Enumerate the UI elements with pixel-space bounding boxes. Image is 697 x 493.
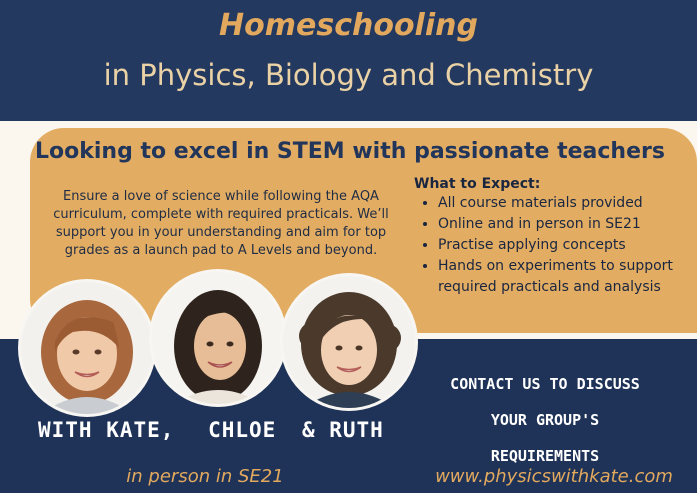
- website-link[interactable]: www.physicswithkate.com: [435, 466, 673, 487]
- list-item: • Practise applying concepts: [438, 235, 684, 256]
- list-item: • All course materials provided: [438, 193, 684, 214]
- expect-section: [414, 175, 684, 298]
- contact-callout: [420, 366, 670, 474]
- page-title: Homeschooling: [219, 8, 478, 43]
- teacher-photo-chloe: [152, 272, 284, 404]
- panel-headline: Looking to excel in STEM with passionate teachers: [35, 139, 665, 164]
- teacher-names: [38, 418, 384, 442]
- teacher-photo-kate: [21, 282, 153, 414]
- teacher-name-ruth: & RUTH: [301, 418, 384, 442]
- intro-text: Ensure a love of science while following the AQA curriculum, complete with required practicals. We’ll support you in your understanding and aim for top grades as a launch pad to A Levels and beyond.: [53, 189, 389, 258]
- contact-line: YOUR GROUP'S: [490, 411, 600, 429]
- expect-list: [414, 193, 684, 298]
- teacher-photo-ruth: [283, 276, 415, 408]
- list-item: • Online and in person in SE21: [438, 214, 684, 235]
- location-text: in person in SE21: [126, 466, 284, 487]
- teacher-name-kate: WITH KATE,: [38, 418, 175, 442]
- expect-title: What to Expect:: [414, 176, 541, 192]
- contact-line: CONTACT US TO DISCUSS: [450, 375, 640, 393]
- teacher-name-chloe: CHLOE: [208, 418, 277, 442]
- list-item: • Hands on experiments to support required practicals and analysis: [438, 256, 684, 298]
- contact-line: REQUIREMENTS: [490, 447, 600, 465]
- page-subtitle: in Physics, Biology and Chemistry: [103, 58, 594, 92]
